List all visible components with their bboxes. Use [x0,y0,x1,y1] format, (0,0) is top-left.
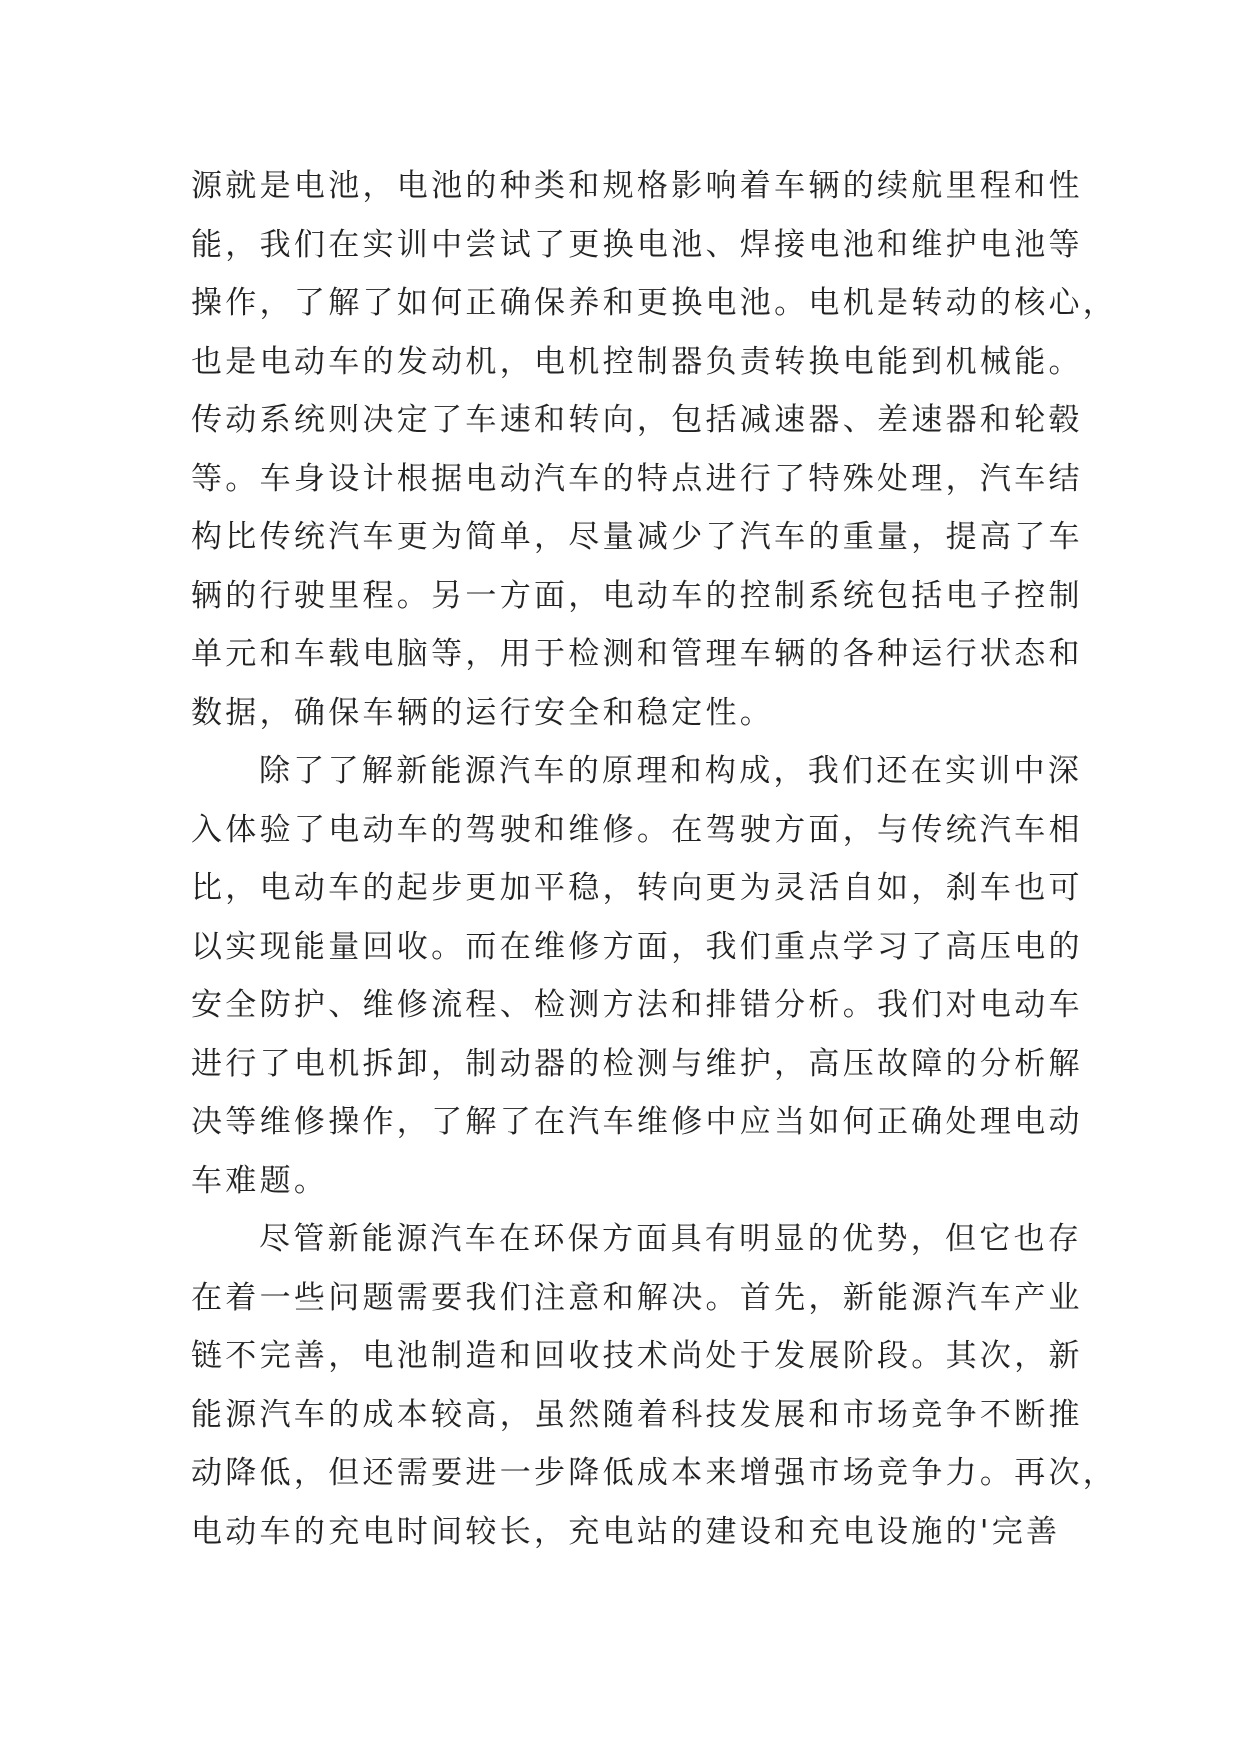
text-line: 也是电动车的发动机，电机控制器负责转换电能到机械能。 [191,343,1083,380]
text-line: 进行了电机拆卸，制动器的检测与维护，高压故障的分析解 [191,1045,1083,1082]
text-line: 动降低，但还需要进一步降低成本来增强市场竞争力。再次， [191,1455,1118,1491]
text-line: 能，我们在实训中尝试了更换电池、焊接电池和维护电池等 [191,226,1083,263]
text-line: 在着一些问题需要我们注意和解决。首先，新能源汽车产业 [191,1279,1083,1316]
text-line: 数据，确保车辆的运行安全和稳定性。 [191,694,775,731]
text-line: 单元和车载电脑等，用于检测和管理车辆的各种运行状态和 [191,636,1083,672]
text-line: 传动系统则决定了车速和转向，包括减速器、差速器和轮毂 [191,402,1083,438]
body-text [191,157,1118,1561]
paragraph-first-line: 尽管新能源汽车在环保方面具有明显的优势，但它也存 [259,1221,1083,1257]
text-line: 构比传统汽车更为简单，尽量减少了汽车的重量，提高了车 [191,519,1083,555]
text-line: 能源汽车的成本较高，虽然随着科技发展和市场竞争不断推 [191,1396,1083,1433]
text-line: 链不完善，电池制造和回收技术尚处于发展阶段。其次，新 [191,1338,1083,1374]
text-line: 源就是电池，电池的种类和规格影响着车辆的续航里程和性 [191,168,1083,204]
text-line: 电动车的充电时间较长，充电站的建设和充电设施的'完善 [191,1513,1061,1550]
text-line: 入体验了电动车的驾驶和维修。在驾驶方面，与传统汽车相 [191,811,1083,848]
text-line: 辆的行驶里程。另一方面，电动车的控制系统包括电子控制 [191,577,1083,614]
text-line: 安全防护、维修流程、检测方法和排错分析。我们对电动车 [191,987,1083,1023]
text-line: 操作，了解了如何正确保养和更换电池。电机是转动的核心， [191,285,1118,321]
text-line: 以实现能量回收。而在维修方面，我们重点学习了高压电的 [191,928,1083,965]
paragraph-first-line: 除了了解新能源汽车的原理和构成，我们还在实训中深 [259,753,1083,789]
text-line: 比，电动车的起步更加平稳，转向更为灵活自如，刹车也可 [191,870,1083,906]
text-line: 决等维修操作，了解了在汽车维修中应当如何正确处理电动 [191,1104,1083,1140]
text-line: 车难题。 [191,1162,329,1199]
text-line: 等。车身设计根据电动汽车的特点进行了特殊处理，汽车结 [191,460,1083,497]
